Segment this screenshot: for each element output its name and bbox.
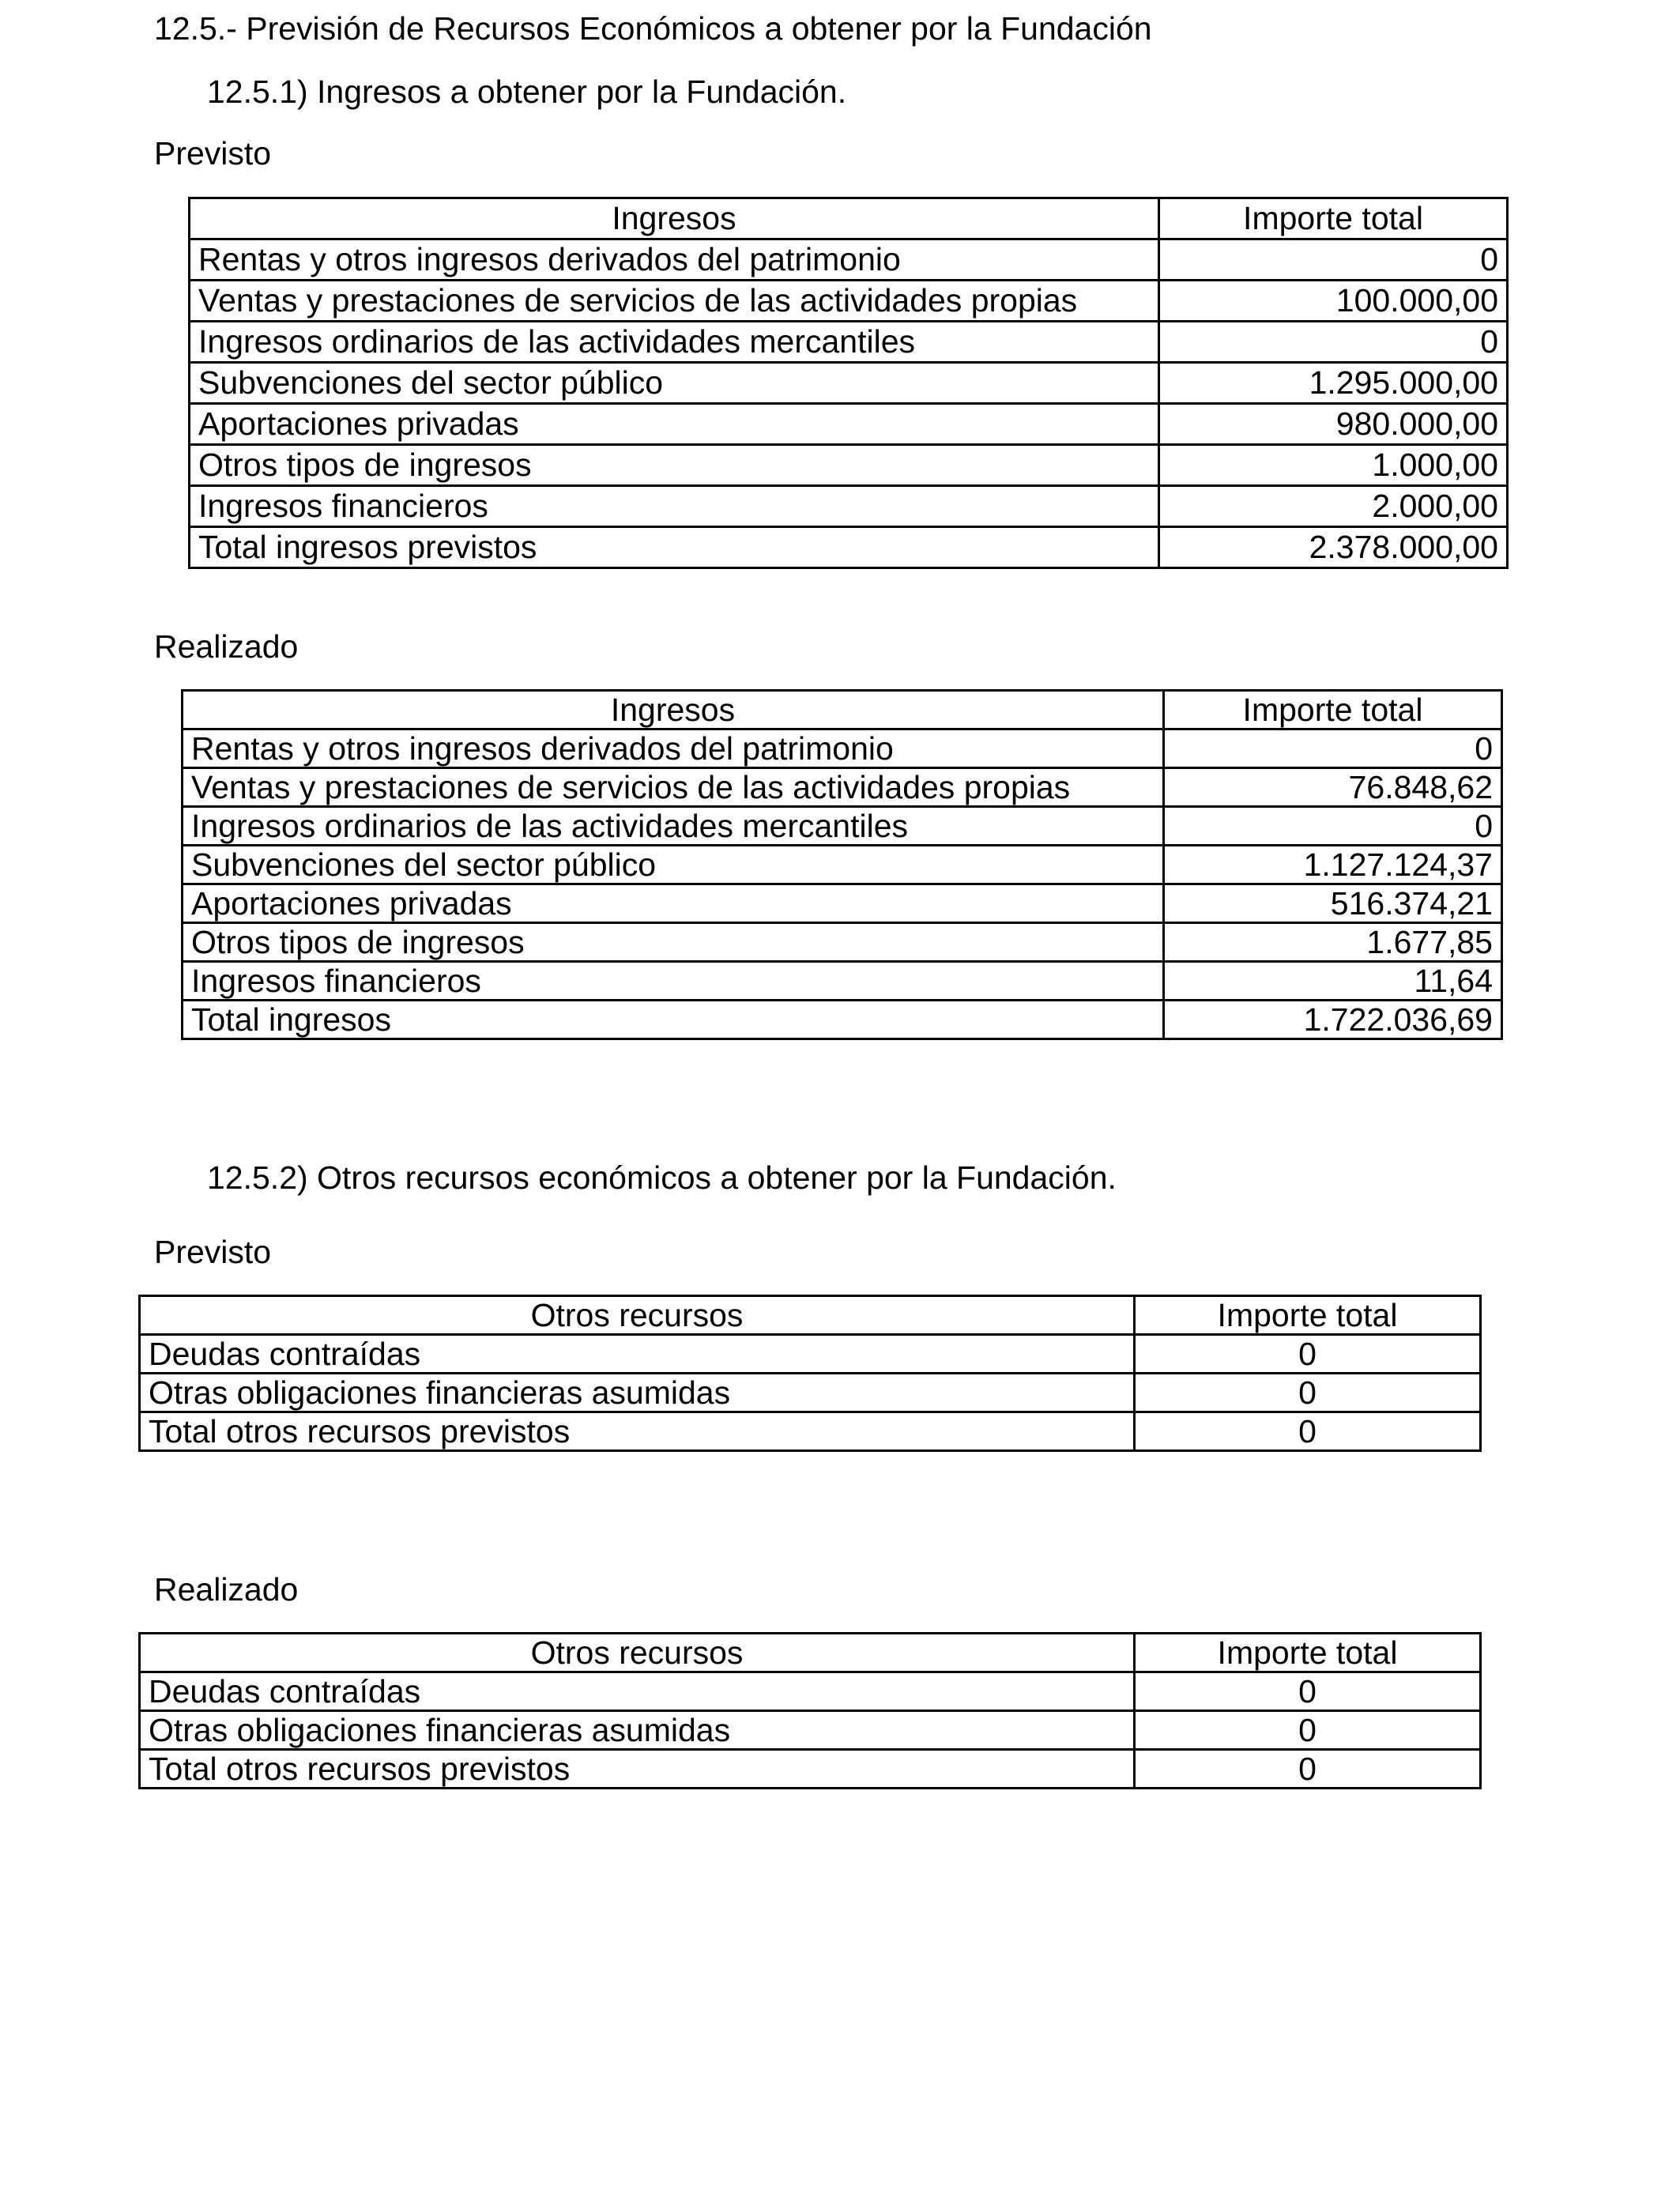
ingresos-previsto-table bbox=[188, 197, 1509, 569]
row-amount: 980.000,00 bbox=[1159, 404, 1508, 445]
row-amount: 0 bbox=[1159, 322, 1508, 363]
row-concept: Total otros recursos previstos bbox=[140, 1750, 1135, 1789]
row-amount: 1.127.124,37 bbox=[1164, 846, 1502, 884]
section-title: 12.5.- Previsión de Recursos Económicos a obtener por la Fundación bbox=[154, 10, 1152, 47]
table-row bbox=[183, 729, 1502, 768]
otros-realizado-table bbox=[138, 1632, 1482, 1789]
table-row bbox=[140, 1374, 1481, 1412]
row-concept: Aportaciones privadas bbox=[183, 884, 1164, 923]
header-amount: Importe total bbox=[1164, 691, 1502, 729]
row-concept: Ingresos ordinarios de las actividades mercantiles bbox=[190, 322, 1159, 363]
row-amount: 0 bbox=[1135, 1750, 1481, 1789]
row-amount: 516.374,21 bbox=[1164, 884, 1502, 923]
row-concept: Deudas contraídas bbox=[140, 1335, 1135, 1374]
header-concept: Ingresos bbox=[183, 691, 1164, 729]
row-amount: 11,64 bbox=[1164, 962, 1502, 1001]
table-row bbox=[183, 884, 1502, 923]
table-row bbox=[183, 923, 1502, 962]
header-amount: Importe total bbox=[1135, 1634, 1481, 1672]
row-amount: 0 bbox=[1135, 1374, 1481, 1412]
table-row bbox=[183, 807, 1502, 846]
row-concept: Ingresos ordinarios de las actividades mercantiles bbox=[183, 807, 1164, 846]
table-row bbox=[190, 363, 1508, 404]
table-row bbox=[190, 239, 1508, 281]
row-concept: Otras obligaciones financieras asumidas bbox=[140, 1711, 1135, 1750]
header-concept: Otros recursos bbox=[140, 1634, 1135, 1672]
row-concept: Ingresos financieros bbox=[183, 962, 1164, 1001]
row-concept: Otras obligaciones financieras asumidas bbox=[140, 1374, 1135, 1412]
row-amount: 76.848,62 bbox=[1164, 768, 1502, 807]
row-amount: 1.677,85 bbox=[1164, 923, 1502, 962]
row-concept: Aportaciones privadas bbox=[190, 404, 1159, 445]
row-amount: 2.000,00 bbox=[1159, 486, 1508, 527]
table-row bbox=[183, 1001, 1502, 1039]
row-amount: 1.295.000,00 bbox=[1159, 363, 1508, 404]
row-concept: Ingresos financieros bbox=[190, 486, 1159, 527]
row-concept: Deudas contraídas bbox=[140, 1672, 1135, 1711]
table-row bbox=[190, 527, 1508, 568]
table-row bbox=[190, 322, 1508, 363]
table-header-row bbox=[140, 1296, 1481, 1335]
ingresos-realizado-table bbox=[181, 689, 1503, 1040]
row-amount: 0 bbox=[1164, 729, 1502, 768]
row-concept: Rentas y otros ingresos derivados del patrimonio bbox=[190, 239, 1159, 281]
table-header-row bbox=[140, 1634, 1481, 1672]
subsection-1-title: 12.5.1) Ingresos a obtener por la Fundación. bbox=[207, 74, 847, 110]
table-row bbox=[190, 404, 1508, 445]
row-concept: Otros tipos de ingresos bbox=[183, 923, 1164, 962]
header-amount: Importe total bbox=[1159, 198, 1508, 239]
row-concept: Total ingresos previstos bbox=[190, 527, 1159, 568]
table-row bbox=[190, 445, 1508, 486]
table-row bbox=[140, 1412, 1481, 1451]
realizado-label: Realizado bbox=[154, 628, 299, 665]
table-row bbox=[190, 486, 1508, 527]
row-concept: Otros tipos de ingresos bbox=[190, 445, 1159, 486]
otros-previsto-label: Previsto bbox=[154, 1234, 272, 1270]
row-amount: 1.000,00 bbox=[1159, 445, 1508, 486]
table-row bbox=[140, 1711, 1481, 1750]
row-amount: 0 bbox=[1164, 807, 1502, 846]
table-header-row bbox=[190, 198, 1508, 239]
row-concept: Total ingresos bbox=[183, 1001, 1164, 1039]
row-concept: Ventas y prestaciones de servicios de las actividades propias bbox=[190, 281, 1159, 322]
row-amount: 100.000,00 bbox=[1159, 281, 1508, 322]
previsto-label: Previsto bbox=[154, 135, 272, 172]
row-amount: 0 bbox=[1159, 239, 1508, 281]
row-amount: 0 bbox=[1135, 1672, 1481, 1711]
otros-previsto-table bbox=[138, 1295, 1482, 1452]
table-row bbox=[183, 768, 1502, 807]
table-row bbox=[190, 281, 1508, 322]
row-amount: 0 bbox=[1135, 1412, 1481, 1451]
row-amount: 1.722.036,69 bbox=[1164, 1001, 1502, 1039]
row-amount: 2.378.000,00 bbox=[1159, 527, 1508, 568]
table-row bbox=[140, 1672, 1481, 1711]
row-concept: Rentas y otros ingresos derivados del patrimonio bbox=[183, 729, 1164, 768]
row-concept: Ventas y prestaciones de servicios de las actividades propias bbox=[183, 768, 1164, 807]
otros-realizado-label: Realizado bbox=[154, 1571, 299, 1608]
table-row bbox=[140, 1335, 1481, 1374]
row-concept: Subvenciones del sector público bbox=[183, 846, 1164, 884]
row-amount: 0 bbox=[1135, 1711, 1481, 1750]
row-concept: Subvenciones del sector público bbox=[190, 363, 1159, 404]
table-header-row bbox=[183, 691, 1502, 729]
header-amount: Importe total bbox=[1135, 1296, 1481, 1335]
row-concept: Total otros recursos previstos bbox=[140, 1412, 1135, 1451]
table-row bbox=[183, 962, 1502, 1001]
table-row bbox=[183, 846, 1502, 884]
row-amount: 0 bbox=[1135, 1335, 1481, 1374]
header-concept: Ingresos bbox=[190, 198, 1159, 239]
subsection-2-title: 12.5.2) Otros recursos económicos a obtener por la Fundación. bbox=[207, 1159, 1117, 1196]
table-row bbox=[140, 1750, 1481, 1789]
header-concept: Otros recursos bbox=[140, 1296, 1135, 1335]
